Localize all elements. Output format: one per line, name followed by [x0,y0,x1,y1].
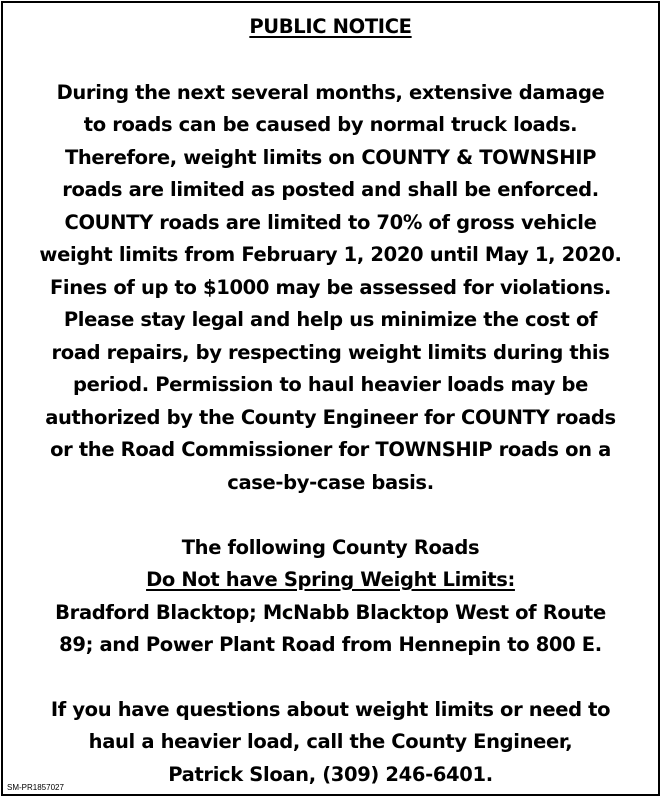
notice-line: road repairs, by respecting weight limits during this [51,341,610,364]
notice-line: Fines of up to $1000 may be assessed for violations. [49,276,612,299]
notice-line: weight limits from February 1, 2020 until May 1, 2020. [39,243,622,266]
notice-line: Please stay legal and help us minimize the cost of [63,308,598,331]
notice-line: During the next several months, extensive damage [56,81,605,104]
exempt-roads-line: 89; and Power Plant Road from Hennepin to 800 E. [59,633,602,656]
notice-line: roads are limited as posted and shall be enforced. [62,178,599,201]
notice-frame [1,1,660,796]
exempt-roads-subheading-text: Do Not have Spring Weight Limits: [146,568,515,591]
contact-line: haul a heavier load, call the County Engineer, [88,730,573,753]
exempt-roads-line: Bradford Blacktop; McNabb Blacktop West of Route [55,601,606,624]
notice-line: period. Permission to haul heavier loads may be [72,373,589,396]
notice-line: COUNTY roads are limited to 70% of gross vehicle [64,211,597,234]
exempt-roads-heading: The following County Roads [181,536,480,559]
notice-line: Therefore, weight limits on COUNTY & TOWNSHIP [64,146,597,169]
notice-line: authorized by the County Engineer for COUNTY roads [45,406,616,429]
exempt-roads-subheading [3,564,658,597]
notice-line: to roads can be caused by normal truck loads. [83,113,578,136]
reference-code: SM-PR1857027 [7,783,64,792]
notice-line: or the Road Commissioner for TOWNSHIP roads on a [50,438,611,461]
notice-title: PUBLIC NOTICE [249,15,412,38]
notice-line: case-by-case basis. [227,471,434,494]
contact-line: If you have questions about weight limits or need to [50,698,611,721]
contact-line: Patrick Sloan, (309) 246-6401. [168,763,493,786]
